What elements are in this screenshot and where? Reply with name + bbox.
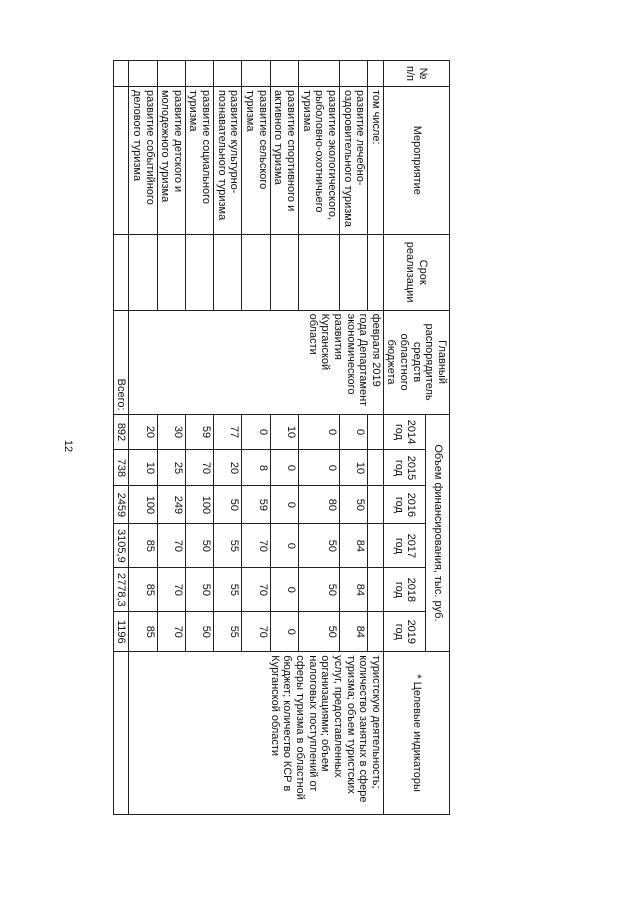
- total-value: 2778,3: [113, 568, 129, 612]
- value-cell: 70: [157, 524, 185, 568]
- value-cell: [368, 450, 384, 486]
- event-cell: том числе:: [368, 86, 384, 234]
- term-cell: [368, 234, 384, 310]
- num-cell: [298, 61, 339, 87]
- value-cell: 10: [129, 450, 157, 486]
- value-cell: 20: [129, 414, 157, 450]
- total-value: 1196: [113, 612, 129, 652]
- value-cell: 50: [298, 568, 339, 612]
- page-number: 12: [62, 439, 75, 453]
- value-cell: 59: [242, 486, 270, 524]
- value-cell: 59: [185, 414, 213, 450]
- term-cell: [270, 234, 298, 310]
- value-cell: 84: [339, 612, 367, 652]
- year-header: 2018 год: [383, 568, 426, 612]
- total-label: Всего:: [113, 310, 129, 414]
- value-cell: 84: [339, 524, 367, 568]
- year-header: 2016 год: [383, 486, 426, 524]
- table-row: [368, 61, 384, 815]
- value-cell: [368, 612, 384, 652]
- value-cell: 0: [298, 414, 339, 450]
- indicators-cell: туристскую деятельность; количество занятых в сфере туризма; объем туристских услуг, предоставленных организациями; объем налоговых поступлений от сферы туризма в областной бюджет; количество КСР в Курганской области: [129, 652, 384, 815]
- value-cell: 50: [185, 568, 213, 612]
- header-event: Мероприятие: [383, 86, 449, 234]
- value-cell: [368, 524, 384, 568]
- event-cell: развитие событийного делового туризма: [129, 86, 157, 234]
- term-cell: [157, 234, 185, 310]
- value-cell: 50: [185, 524, 213, 568]
- value-cell: 10: [270, 414, 298, 450]
- value-cell: [368, 486, 384, 524]
- event-cell: развитие детского и молодежного туризма: [157, 86, 185, 234]
- num-cell: [214, 61, 242, 87]
- value-cell: 50: [339, 486, 367, 524]
- event-cell: развитие экологического, рыболовно-охотничьего туризма: [298, 86, 339, 234]
- term-cell: [242, 234, 270, 310]
- value-cell: 80: [298, 486, 339, 524]
- total-row: [113, 61, 129, 815]
- value-cell: 85: [129, 612, 157, 652]
- manager-cell: февраля 2019 года Департамент экономического развития Курганской области: [129, 310, 384, 414]
- value-cell: 0: [270, 612, 298, 652]
- value-cell: 85: [129, 524, 157, 568]
- total-value: 2459: [113, 486, 129, 524]
- event-cell: развитие сельского туризма: [242, 86, 270, 234]
- num-cell: [368, 61, 384, 87]
- num-cell: [185, 61, 213, 87]
- num-cell: [270, 61, 298, 87]
- value-cell: 70: [157, 568, 185, 612]
- year-header: 2017 год: [383, 524, 426, 568]
- header-num: № п/п: [383, 61, 449, 87]
- value-cell: 0: [242, 414, 270, 450]
- num-cell: [129, 61, 157, 87]
- value-cell: 0: [270, 486, 298, 524]
- value-cell: 8: [242, 450, 270, 486]
- event-cell: развитие культурно-познавательного туризма: [214, 86, 242, 234]
- value-cell: 30: [157, 414, 185, 450]
- header-funding: Объем финансирования, тыс. руб.: [426, 414, 450, 652]
- value-cell: 50: [214, 486, 242, 524]
- num-cell: [157, 61, 185, 87]
- value-cell: 55: [214, 612, 242, 652]
- value-cell: 50: [298, 524, 339, 568]
- event-cell: развитие социального туризма: [185, 86, 213, 234]
- value-cell: 10: [339, 450, 367, 486]
- value-cell: 100: [129, 486, 157, 524]
- value-cell: 70: [157, 612, 185, 652]
- value-cell: 50: [185, 612, 213, 652]
- value-cell: 0: [298, 450, 339, 486]
- value-cell: [368, 414, 384, 450]
- term-cell: [298, 234, 339, 310]
- value-cell: 70: [242, 568, 270, 612]
- value-cell: 20: [214, 450, 242, 486]
- value-cell: 249: [157, 486, 185, 524]
- term-cell: [214, 234, 242, 310]
- header-indicators: * Целевые индикаторы: [383, 652, 449, 815]
- value-cell: 0: [270, 450, 298, 486]
- value-cell: 70: [242, 524, 270, 568]
- header-term: Срок реализации: [383, 234, 449, 310]
- event-cell: развитие лечебно-оздоровительного туризма: [339, 86, 367, 234]
- value-cell: 100: [185, 486, 213, 524]
- year-header: 2014 год: [383, 414, 426, 450]
- year-header: 2015 год: [383, 450, 426, 486]
- value-cell: 55: [214, 524, 242, 568]
- value-cell: 77: [214, 414, 242, 450]
- term-cell: [129, 234, 157, 310]
- funding-table: [113, 60, 450, 815]
- value-cell: 70: [185, 450, 213, 486]
- value-cell: 84: [339, 568, 367, 612]
- num-cell: [242, 61, 270, 87]
- event-cell: развитие спортивного и активного туризма: [270, 86, 298, 234]
- value-cell: 25: [157, 450, 185, 486]
- value-cell: 55: [214, 568, 242, 612]
- term-cell: [185, 234, 213, 310]
- total-value: 738: [113, 450, 129, 486]
- value-cell: 0: [270, 568, 298, 612]
- value-cell: 50: [298, 612, 339, 652]
- total-value: 3105,9: [113, 524, 129, 568]
- value-cell: 70: [242, 612, 270, 652]
- value-cell: 85: [129, 568, 157, 612]
- value-cell: 0: [270, 524, 298, 568]
- header-manager: Главный распорядитель средств областного бюджета: [383, 310, 449, 414]
- value-cell: [368, 568, 384, 612]
- num-cell: [339, 61, 367, 87]
- value-cell: 0: [339, 414, 367, 450]
- total-value: 892: [113, 414, 129, 450]
- term-cell: [339, 234, 367, 310]
- year-header: 2019 год: [383, 612, 426, 652]
